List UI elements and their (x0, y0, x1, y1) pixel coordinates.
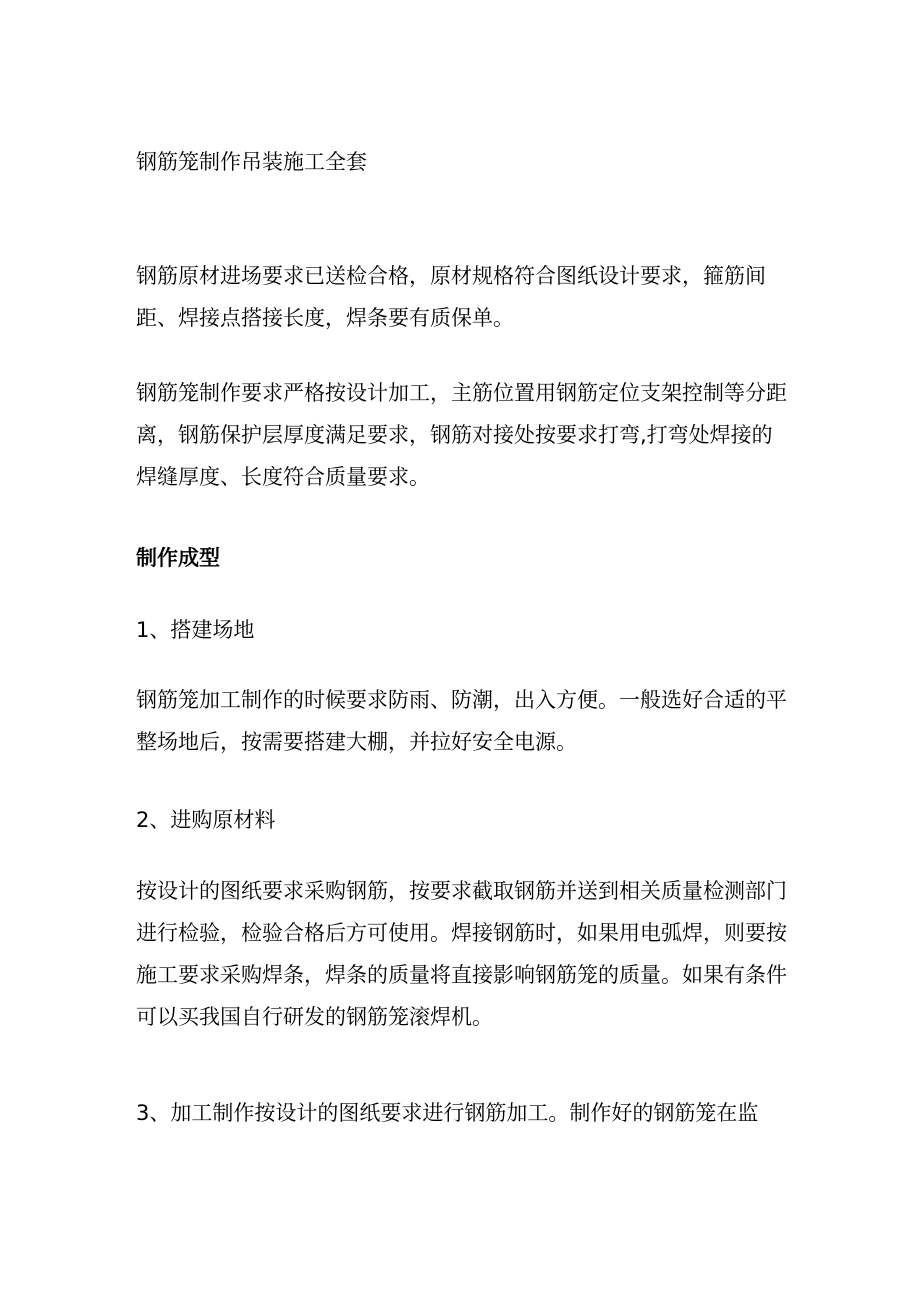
raw-material-paragraph: 钢筋原材进场要求已送检合格，原材规格符合图纸设计要求，箍筋间距、焊接点搭接长度，焊条要有质保单。 (136, 264, 766, 330)
item-body-materials: 按设计的图纸要求采购钢筋，按要求截取钢筋并送到相关质量检测部门进行检验，检验合格后方可使用。焊接钢筋时，如果用电弧焊，则要按施工要求采购焊条，焊条的质量将直接影响钢筋笼的质量。如果有条件可以买我国自行研发的钢筋笼滚焊机。 (136, 879, 787, 1029)
cage-making-paragraph: 钢筋笼制作要求严格按设计加工，主筋位置用钢筋定位支架控制等分距离，钢筋保护层厚度满足要求，钢筋对接处按要求打弯,打弯处焊接的焊缝厚度、长度符合质量要求。 (136, 381, 787, 489)
document-title: 钢筋笼制作吊装施工全套 (136, 150, 367, 174)
item-body-site: 钢筋笼加工制作的时候要求防雨、防潮，出入方便。一般选好合适的平整场地后，按需要搭建大棚，并拉好安全电源。 (136, 688, 787, 754)
item-heading-materials: 2、进购原材料 (136, 808, 276, 832)
item-heading-processing: 3、加工制作按设计的图纸要求进行钢筋加工。制作好的钢筋笼在监 (136, 1101, 759, 1125)
item-heading-site: 1、搭建场地 (136, 618, 255, 642)
section-heading: 制作成型 (136, 546, 220, 570)
